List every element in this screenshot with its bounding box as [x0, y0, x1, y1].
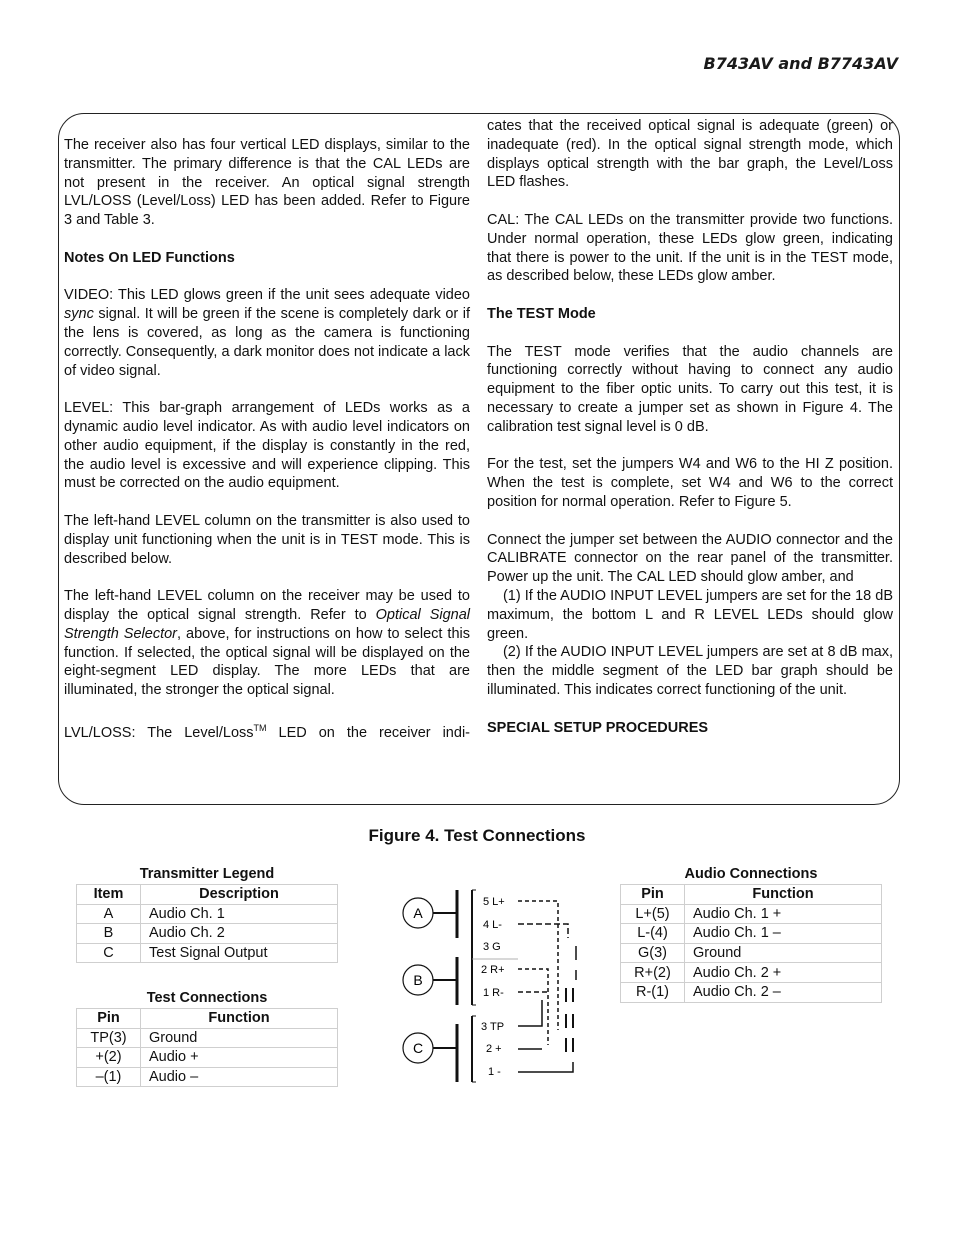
table-row: [77, 943, 338, 963]
lefthand-rx-italic: Optical Signal Strength Selector: [64, 606, 470, 642]
special-setup-heading: SPECIAL SETUP PROCEDURES: [487, 719, 709, 736]
test-connections-caption: Test Connections: [146, 990, 268, 1006]
table-cell: L-(4): [621, 924, 685, 944]
cal-paragraph: CAL: The CAL LEDs on the transmitter provide two functions. Under normal operation, these LEDs glow green, indicating that there is power to the unit. If the unit is in the TEST mode, as described below, these LEDs glow amber.: [487, 211, 893, 285]
notes-heading: Notes On LED Functions: [64, 249, 235, 266]
connector-c: [403, 1024, 457, 1082]
table-cell: Audio Ch. 1 –: [685, 924, 882, 944]
table-header: Description: [141, 885, 338, 905]
table-cell: B: [77, 924, 141, 944]
pin-label: 1 R-: [483, 987, 504, 999]
table-cell: Test Signal Output: [141, 943, 338, 963]
table-cell: Ground: [141, 1028, 338, 1048]
table-row: [621, 963, 882, 983]
test-mode-paragraph-5: (2) If the AUDIO INPUT LEVEL jumpers are set at 8 dB max, then the middle segment of the LED bar graph should be illuminated. This indicates correct functioning of the unit.: [487, 644, 893, 698]
table-row: [77, 1067, 338, 1087]
audio-terminal-block: [472, 890, 518, 1005]
table-header: Function: [141, 1009, 338, 1029]
table-cell: Audio Ch. 2 +: [685, 963, 882, 983]
lvlloss-continued-paragraph: cates that the received optical signal is adequate (green) or inadequate (red). In the optical signal strength mode, which displays optical strength with the bar graph, the Level/Loss LED flashes.: [487, 118, 893, 191]
connector-a: [403, 890, 457, 938]
table-cell: +(2): [77, 1048, 141, 1068]
connector-c-label: C: [412, 1040, 424, 1056]
table-header: Pin: [621, 885, 685, 905]
jumper-wires: [518, 901, 576, 1072]
table-row: [621, 982, 882, 1002]
table-cell: TP(3): [77, 1028, 141, 1048]
video-paragraph: [64, 286, 470, 380]
table-row: [77, 1028, 338, 1048]
lefthand-receiver-paragraph: [64, 587, 470, 700]
lefthand-rx-text-a: The left-hand LEVEL column on the receiver may be used to display the optical signal strength. Refer to: [64, 588, 470, 623]
table-row: [77, 1048, 338, 1068]
left-text-column: [64, 136, 470, 742]
table-cell: Audio Ch. 1 +: [685, 904, 882, 924]
pin-label: 4 L-: [483, 919, 502, 931]
lvlloss-paragraph: [64, 719, 470, 743]
table-cell: G(3): [621, 943, 685, 963]
pin-label: 2 +: [486, 1043, 502, 1055]
test-mode-paragraph-3: Connect the jumper set between the AUDIO connector and the CALIBRATE connector on the rear panel of the transmitter. Power up the unit. The CAL LED should glow amber, and: [487, 531, 893, 586]
video-text-a: VIDEO: This LED glows green if the unit sees adequate video: [64, 287, 470, 304]
connector-b-label: B: [413, 972, 423, 988]
table-header: Pin: [77, 1009, 141, 1029]
trademark-mark: TM: [253, 722, 267, 733]
audio-connections-table: [620, 884, 882, 1003]
table-row: [621, 943, 882, 963]
document-header-title: B743AV and B7743AV: [703, 54, 898, 73]
table-cell: Audio Ch. 2 –: [685, 982, 882, 1002]
connector-b: [403, 957, 457, 1005]
wiring-diagram: [390, 880, 590, 1090]
figure-title: Figure 4. Test Connections: [368, 826, 586, 845]
connector-a-label: A: [413, 905, 423, 921]
right-text-column: [487, 117, 893, 756]
pin-label: 3 G: [483, 941, 501, 953]
audio-connections-caption: Audio Connections: [684, 866, 818, 882]
test-mode-paragraph-2: For the test, set the jumpers W4 and W6 to the HI Z position. When the test is complete, set W4 and W6 to the correct position for normal operation. Refer to Figure 5.: [487, 456, 893, 510]
table-row: [77, 904, 338, 924]
table-cell: Audio Ch. 1: [141, 904, 338, 924]
video-sync-italic: sync: [64, 306, 94, 323]
lefthand-transmitter-paragraph: The left-hand LEVEL column on the transmitter is also used to display unit functioning when the unit is in TEST mode. This is described below.: [64, 512, 470, 567]
transmitter-legend-caption: Transmitter Legend: [139, 866, 275, 882]
test-connections-table: [76, 1008, 338, 1087]
table-cell: C: [77, 943, 141, 963]
table-header: Function: [685, 885, 882, 905]
table-cell: Audio +: [141, 1048, 338, 1068]
table-cell: –(1): [77, 1067, 141, 1087]
calibrate-terminal-block: [472, 1016, 504, 1082]
test-mode-heading: The TEST Mode: [487, 305, 596, 322]
table-cell: R-(1): [621, 982, 685, 1002]
table-cell: Ground: [685, 943, 882, 963]
table-cell: R+(2): [621, 963, 685, 983]
lefthand-rx-text-b: , above, for instructions on how to select this function. If selected, the optical signal will be displayed on the eight-segment LED display. The more LEDs that are illuminated, the stronger the optical signal.: [64, 625, 470, 699]
table-header: Item: [77, 885, 141, 905]
table-cell: L+(5): [621, 904, 685, 924]
test-mode-paragraph-1: The TEST mode verifies that the audio channels are functioning correctly without having to connect any audio equipment to the fiber optic units. To carry out this test, it is necessary to create a jumper set as shown in Figure 4. The calibration test signal level is 0 dB.: [487, 343, 893, 435]
lvlloss-text-a: LVL/LOSS: The Level/Loss: [64, 724, 254, 741]
table-row: [621, 904, 882, 924]
table-cell: Audio Ch. 2: [141, 924, 338, 944]
table-row: [621, 924, 882, 944]
lvlloss-text-b: LED on the receiver indi-: [266, 724, 470, 741]
transmitter-legend-table: [76, 884, 338, 963]
pin-label: 3 TP: [481, 1021, 505, 1033]
pin-label: 2 R+: [481, 964, 505, 976]
video-text-b: signal. It will be green if the scene is completely dark or if the lens is covered, as long as the camera is functioning correctly. Consequently, a dark monitor does not indicate a lack of video signal.: [64, 306, 470, 379]
level-paragraph: LEVEL: This bar-graph arrangement of LEDs works as a dynamic audio level indicator. As with audio level indicators on other audio equipment, if the display is constantly in the red, the audio level is excessive and will experience clipping. This must be corrected on the audio equipment.: [64, 400, 470, 492]
pin-label: 5 L+: [483, 896, 505, 908]
pin-label: 1 -: [488, 1066, 501, 1078]
test-mode-paragraph-4: (1) If the AUDIO INPUT LEVEL jumpers are set for the 18 dB maximum, the bottom L and R LEVEL LEDs should glow green.: [487, 587, 893, 642]
table-cell: A: [77, 904, 141, 924]
table-cell: Audio –: [141, 1067, 338, 1087]
intro-paragraph: The receiver also has four vertical LED displays, similar to the transmitter. The primary difference is that the CAL LEDs are not present in the receiver. An optical signal strength LVL/LOSS (Level/Loss) LED has been added. Refer to Figure 3 and Table 3.: [64, 137, 470, 229]
table-row: [77, 924, 338, 944]
